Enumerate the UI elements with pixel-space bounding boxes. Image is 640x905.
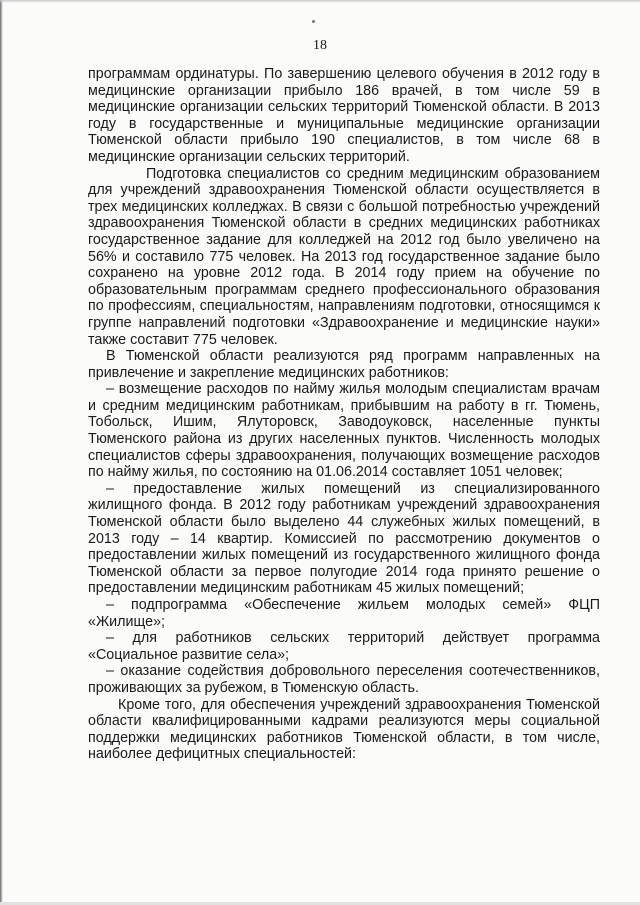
list-item-rural-development: – для работников сельских территорий действует программа «Социальное развитие села»;	[88, 630, 600, 663]
list-item-young-families: – подпрограмма «Обеспечение жильем молодых семей» ФЦП «Жилище»;	[88, 597, 600, 630]
paragraph-social-support: Кроме того, для обеспечения учреждений здравоохранения Тюменской области квалифицированными кадрами реализуются меры социальной поддержки медицинских работников Тюменской области, в том числе, наиболее дефицитных специальностей:	[88, 696, 600, 763]
document-body	[88, 66, 600, 763]
list-item-housing: – предоставление жилых помещений из специализированного жилищного фонда. В 2012 году работникам учреждений здравоохранения Тюменской области было выделено 44 служебных жилых помещений, в 2013 году – 14 квартир. Комиссией по рассмотрению документов о предоставлении жилых помещений из государственного жилищного фонда Тюменской области за первое полугодие 2014 года принято решение о предоставлении медицинским работникам 45 жилых помещений;	[88, 480, 600, 597]
paragraph-colleges: Подготовка специалистов со средним медицинским образованием для учреждений здравоохранения Тюменской области осуществляется в трех медицинских колледжах. В связи с большой потребностью учреждений здравоохранения Тюменской области в средних медицинских работниках государственное задание для колледжей на 2012 год было увеличено на 56% и составило 775 человек. На 2013 год государственное задание было сохранено на уровне 2012 года. В 2014 году прием на обучение по образовательным программам среднего профессионального образования по профессиям, специальностям, направлениям подготовки, относящимся к группе направлений подготовки «Здравоохранение и медицинские науки» также составит 775 человек.	[88, 165, 600, 348]
paragraph-programs-intro: В Тюменской области реализуются ряд программ направленных на привлечение и закрепление медицинских работников:	[88, 348, 600, 381]
scan-edge-top	[0, 0, 640, 3]
scan-speck	[312, 20, 315, 23]
list-item-resettlement: – оказание содействия добровольного переселения соотечественников, проживающих за рубежом, в Тюменскую область.	[88, 663, 600, 696]
page-number: 18	[313, 38, 327, 53]
paragraph-graduates: программам ординатуры. По завершению целевого обучения в 2012 году в медицинские организации прибыло 186 врачей, в том числе 59 в медицинские организации сельских территорий Тюменской области. В 2013 году в государственные и муниципальные медицинские организации Тюменской области прибыло 190 специалистов, в том числе 68 в медицинские организации сельских территорий.	[88, 66, 600, 165]
scan-edge-left	[0, 0, 3, 905]
list-item-rent-compensation: – возмещение расходов по найму жилья молодым специалистам врачам и средним медицинским работникам, прибывшим на работу в гг. Тюмень, Тобольск, Ишим, Ялуторовск, Заводоуковск, населенные пункты Тюменского района из других населенных пунктов. Численность молодых специалистов сферы здравоохранения, получающих возмещение расходов по найму жилья, по состоянию на 01.06.2014 составляет 1051 человек;	[88, 381, 600, 481]
